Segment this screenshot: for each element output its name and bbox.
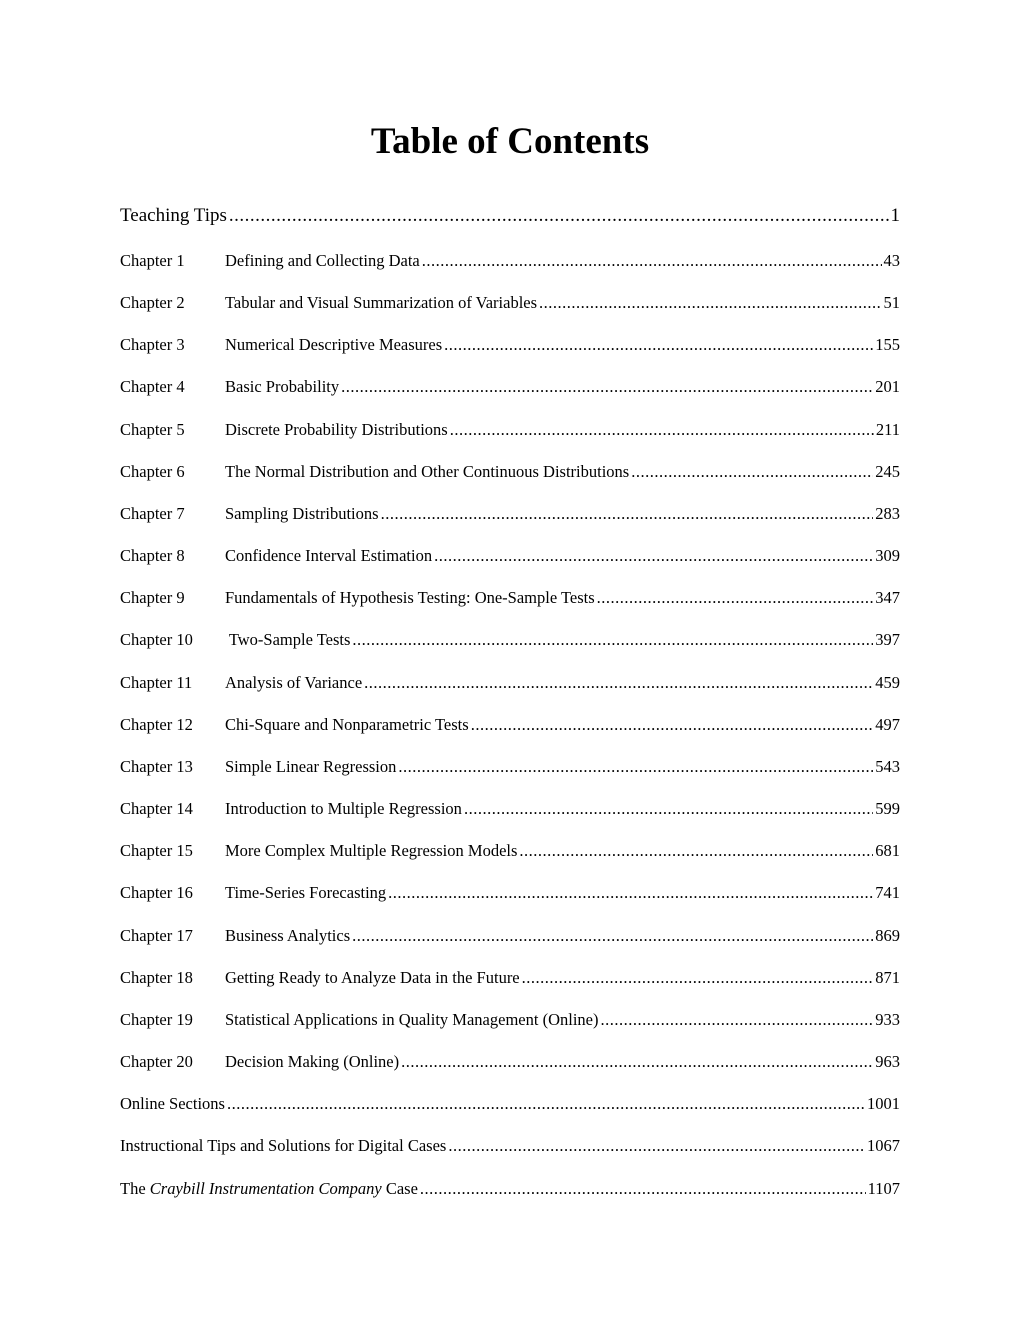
toc-entry-title: Instructional Tips and Solutions for Digital Cases <box>120 1136 447 1155</box>
dot-leader <box>381 503 874 525</box>
dot-leader <box>229 205 889 227</box>
dot-leader <box>597 587 874 609</box>
chapter-title: Tabular and Visual Summarization of Variables <box>225 293 538 312</box>
chapter-label: Chapter 5 <box>120 420 185 439</box>
toc-entry-chapter-3[interactable] <box>120 334 900 356</box>
dot-leader <box>631 461 873 483</box>
chapter-title: Business Analytics <box>225 926 351 945</box>
dot-leader <box>420 1178 866 1200</box>
toc-entry-chapter-19[interactable] <box>120 1009 900 1031</box>
toc-entry-page: 1001 <box>867 1094 900 1113</box>
chapter-page: 211 <box>875 420 900 439</box>
dot-leader <box>352 925 873 947</box>
chapter-title: Sampling Distributions <box>225 504 379 523</box>
dot-leader <box>422 250 882 272</box>
chapter-page: 283 <box>875 504 900 523</box>
chapter-page: 869 <box>875 926 900 945</box>
chapter-page: 397 <box>875 630 900 649</box>
chapter-title: Introduction to Multiple Regression <box>225 799 462 818</box>
toc-entry-chapter-4[interactable] <box>120 376 900 398</box>
chapter-page: 933 <box>875 1010 900 1029</box>
chapter-label: Chapter 17 <box>120 926 193 945</box>
toc-entry-craybill-case[interactable] <box>120 1178 900 1200</box>
toc-entry-chapter-1[interactable] <box>120 250 900 272</box>
toc-entry-chapter-7[interactable] <box>120 503 900 525</box>
dot-leader <box>522 967 874 989</box>
page-title: Table of Contents <box>370 121 650 162</box>
toc-entry-page: 1067 <box>867 1136 900 1155</box>
chapter-label: Chapter 15 <box>120 841 193 860</box>
toc-entry-chapter-9[interactable] <box>120 587 900 609</box>
dot-leader <box>364 672 873 694</box>
chapter-page: 309 <box>875 546 900 565</box>
chapter-label: Chapter 4 <box>120 377 185 396</box>
toc-entry-chapter-13[interactable] <box>120 756 900 778</box>
chapter-label: Chapter 1 <box>120 251 185 270</box>
chapter-title: Basic Probability <box>225 377 340 396</box>
dot-leader <box>600 1009 873 1031</box>
toc-entry-title: Teaching Tips <box>120 205 227 226</box>
chapter-label: Chapter 9 <box>120 588 185 607</box>
chapter-label: Chapter 11 <box>120 673 193 692</box>
chapter-label: Chapter 12 <box>120 715 193 734</box>
title-prefix: The <box>120 1179 150 1198</box>
toc-entry-chapter-5[interactable] <box>120 419 900 441</box>
toc-entry-page: 1107 <box>867 1179 900 1198</box>
dot-leader <box>227 1093 865 1115</box>
chapter-title: Defining and Collecting Data <box>225 251 420 270</box>
toc-entry-chapter-18[interactable] <box>120 967 900 989</box>
chapter-page: 347 <box>875 588 900 607</box>
chapter-title: Numerical Descriptive Measures <box>225 335 443 354</box>
chapter-title: Two-Sample Tests <box>225 630 351 649</box>
toc-entry-chapter-17[interactable] <box>120 925 900 947</box>
chapter-title: Statistical Applications in Quality Management (Online) <box>225 1010 599 1029</box>
dot-leader <box>464 798 873 820</box>
dot-leader <box>444 334 873 356</box>
toc-entry-chapter-11[interactable] <box>120 672 900 694</box>
chapter-label: Chapter 20 <box>120 1052 193 1071</box>
chapter-label: Chapter 14 <box>120 799 193 818</box>
dot-leader <box>519 840 873 862</box>
toc-entry-chapter-10[interactable] <box>120 629 900 651</box>
toc-entry-chapter-16[interactable] <box>120 882 900 904</box>
chapter-title: Time-Series Forecasting <box>225 883 387 902</box>
toc-entry-chapter-8[interactable] <box>120 545 900 567</box>
chapter-label: Chapter 8 <box>120 546 185 565</box>
chapter-title: Simple Linear Regression <box>225 757 397 776</box>
toc-entry-chapter-20[interactable] <box>120 1051 900 1073</box>
toc-entry-page: 1 <box>890 205 900 226</box>
chapter-page: 155 <box>875 335 900 354</box>
chapter-title: Discrete Probability Distributions <box>225 420 448 439</box>
dot-leader <box>401 1051 873 1073</box>
toc-entry-chapter-15[interactable] <box>120 840 900 862</box>
dot-leader <box>352 629 873 651</box>
chapter-label: Chapter 19 <box>120 1010 193 1029</box>
chapter-page: 963 <box>875 1052 900 1071</box>
chapter-page: 245 <box>875 462 900 481</box>
chapter-title: The Normal Distribution and Other Continuous Distributions <box>225 462 630 481</box>
chapter-page: 497 <box>875 715 900 734</box>
chapter-page: 599 <box>875 799 900 818</box>
toc-entry-chapter-14[interactable] <box>120 798 900 820</box>
chapter-label: Chapter 13 <box>120 757 193 776</box>
chapter-title: More Complex Multiple Regression Models <box>225 841 518 860</box>
toc-entry-title <box>120 1178 418 1200</box>
toc-entry-title: Online Sections <box>120 1094 225 1113</box>
chapter-page: 871 <box>875 968 900 987</box>
chapter-page: 51 <box>883 293 900 312</box>
chapter-page: 43 <box>883 251 900 270</box>
chapter-page: 459 <box>875 673 900 692</box>
toc-entry-online-sections[interactable] <box>120 1093 900 1115</box>
chapter-page: 543 <box>875 757 900 776</box>
chapter-title: Getting Ready to Analyze Data in the Future <box>225 968 520 987</box>
dot-leader <box>448 1135 865 1157</box>
dot-leader <box>539 292 881 314</box>
chapter-page: 201 <box>875 377 900 396</box>
chapter-label: Chapter 6 <box>120 462 185 481</box>
toc-entry-chapter-6[interactable] <box>120 461 900 483</box>
chapter-title: Decision Making (Online) <box>225 1052 400 1071</box>
chapter-page: 741 <box>875 883 900 902</box>
chapter-label: Chapter 3 <box>120 335 185 354</box>
chapter-title: Analysis of Variance <box>225 673 363 692</box>
chapter-page: 681 <box>875 841 900 860</box>
chapter-title: Confidence Interval Estimation <box>225 546 433 565</box>
toc-entry-teaching-tips[interactable] <box>120 205 900 227</box>
dot-leader <box>471 714 874 736</box>
dot-leader <box>341 376 873 398</box>
dot-leader <box>434 545 873 567</box>
chapter-label: Chapter 18 <box>120 968 193 987</box>
company-name: Craybill Instrumentation Company <box>149 1179 382 1198</box>
chapter-title: Chi-Square and Nonparametric Tests <box>225 715 469 734</box>
toc-entry-instructional-tips[interactable] <box>120 1135 900 1157</box>
title-suffix: Case <box>381 1179 418 1198</box>
dot-leader <box>388 882 873 904</box>
toc-entry-chapter-12[interactable] <box>120 714 900 736</box>
dot-leader <box>450 419 874 441</box>
toc-entry-chapter-2[interactable] <box>120 292 900 314</box>
chapter-label: Chapter 2 <box>120 293 185 312</box>
chapter-label: Chapter 10 <box>120 630 193 649</box>
chapter-label: Chapter 16 <box>120 883 193 902</box>
chapter-label: Chapter 7 <box>120 504 185 523</box>
chapter-title: Fundamentals of Hypothesis Testing: One-Sample Tests <box>225 588 595 607</box>
dot-leader <box>398 756 873 778</box>
